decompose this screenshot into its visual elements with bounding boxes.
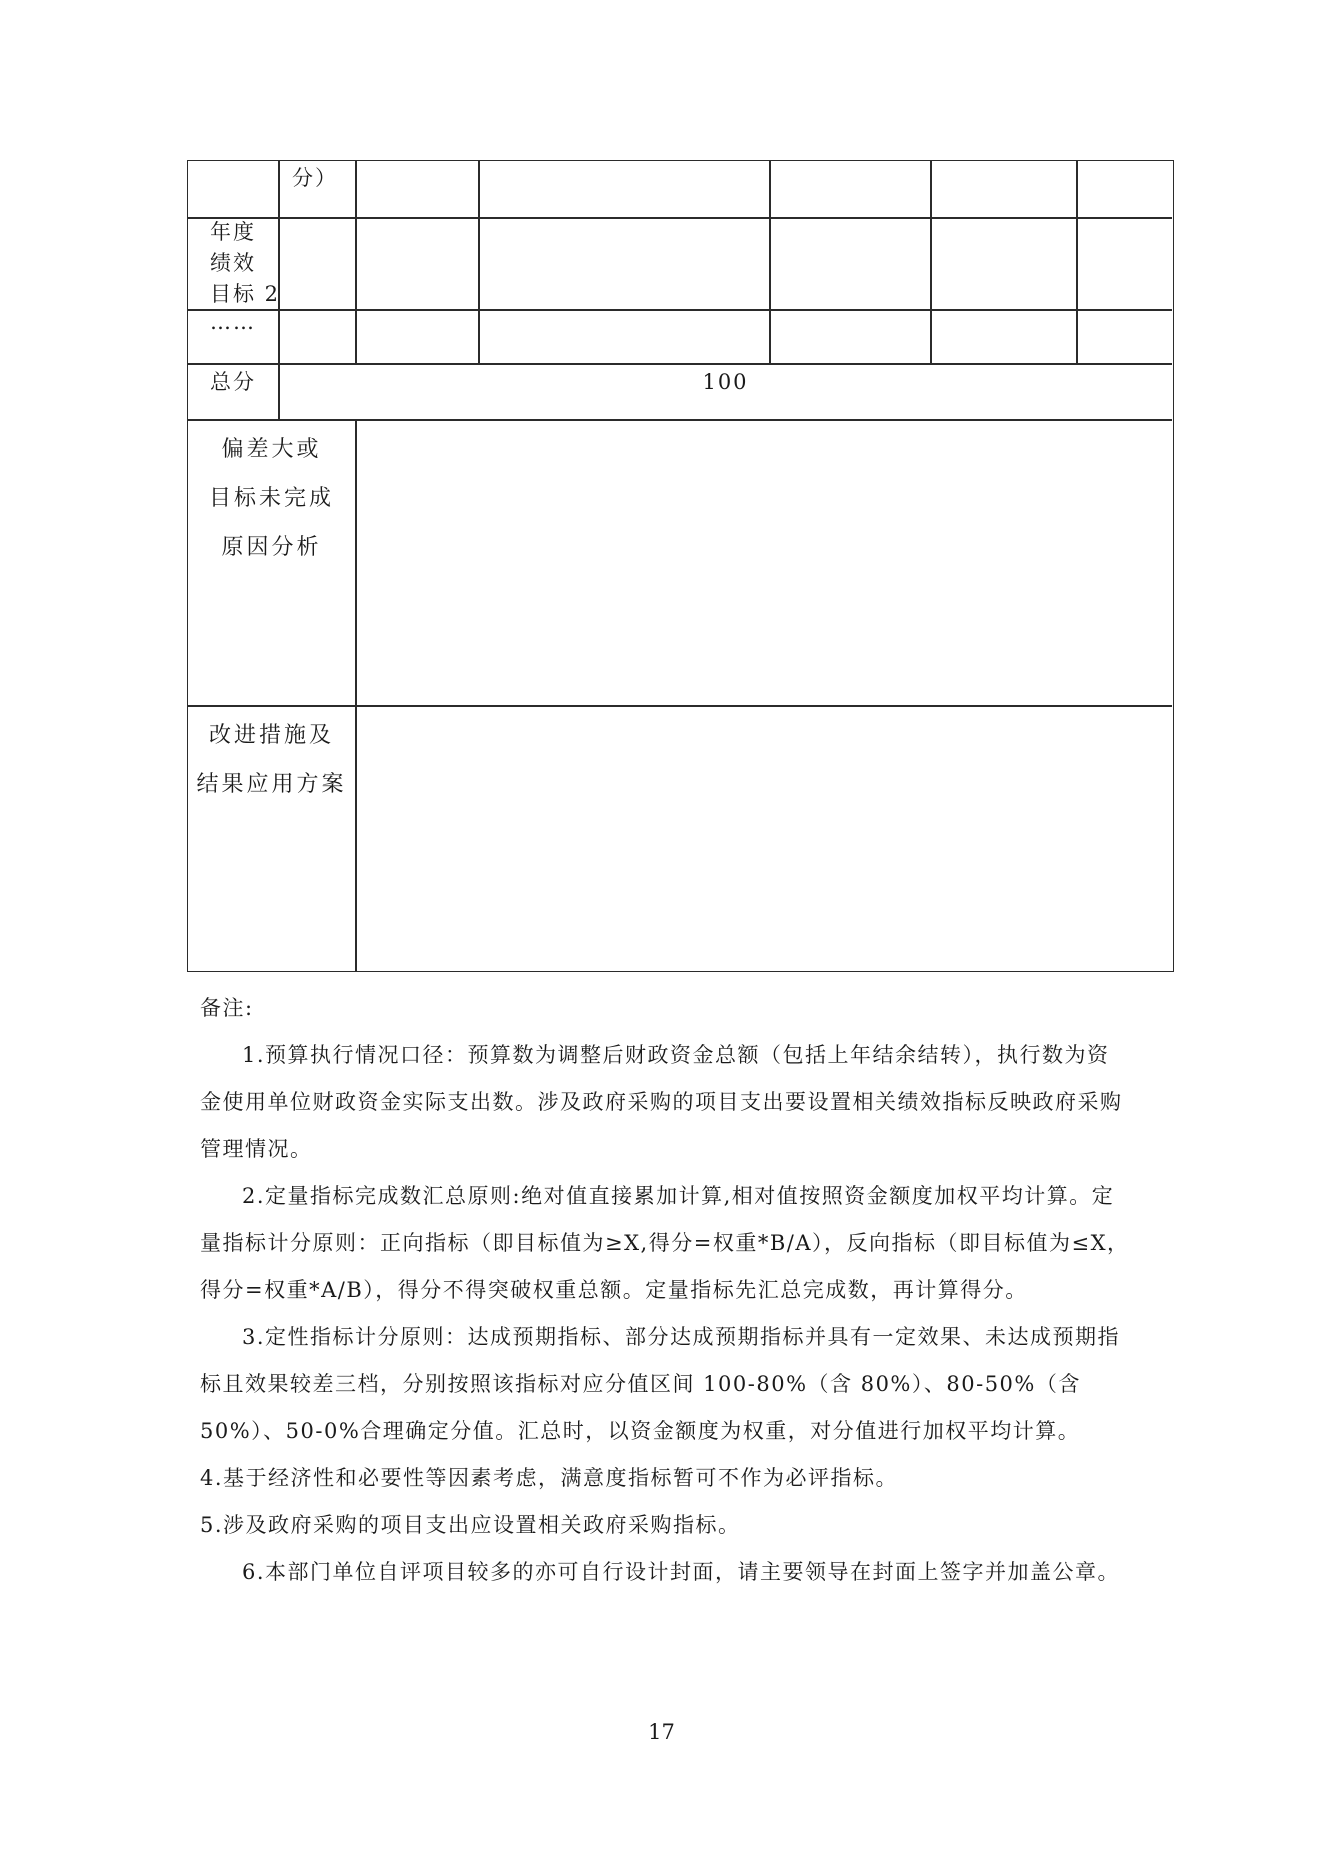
goal2-label-line1: 年度: [210, 220, 256, 244]
col-divider: [1076, 161, 1078, 363]
improvement-label-line: 改进措施及: [208, 723, 334, 748]
ellipsis-cell: ……: [210, 310, 256, 334]
col-divider: [478, 161, 480, 363]
col-divider: [278, 161, 280, 363]
notes-heading: 备注:: [200, 996, 254, 1020]
note-item: 4.基于经济性和必要性等因素考虑，满意度指标暂可不作为必评指标。: [200, 1466, 899, 1490]
col-divider: [355, 161, 357, 363]
total-value: 100: [702, 370, 749, 394]
note-item: 2.定量指标完成数汇总原则:绝对值直接累加计算,相对值按照资金额度加权平均计算。定量指标计分原则：正向指标（即目标值为≥X,得分=权重*B/A），反向指标（即目标值为≤X，得分=权重*A/B），得分不得突破权重总额。定量指标先汇总完成数，再计算得分。: [200, 1184, 1130, 1302]
col-divider: [930, 161, 932, 363]
note-item: 1.预算执行情况口径：预算数为调整后财政资金总额（包括上年结余结转），执行数为资金使用单位财政资金实际支出数。涉及政府采购的项目支出要设置相关绩效指标反映政府采购管理情况。: [200, 1043, 1123, 1161]
deviation-label-line: 原因分析: [221, 535, 322, 560]
deviation-label-line: 偏差大或: [221, 437, 322, 462]
row-divider: [188, 419, 1172, 421]
row-divider: [188, 363, 1172, 365]
deviation-label-line: 目标未完成: [208, 486, 334, 511]
goal2-label-line3: 目标 2: [210, 282, 281, 306]
page-number: 17: [648, 1720, 675, 1744]
row-divider: [188, 705, 1172, 707]
notes-section: [200, 985, 1130, 1596]
row-divider: [188, 217, 1172, 219]
deviation-label: [188, 425, 355, 572]
note-item: 3.定性指标计分原则：达成预期指标、部分达成预期指标并具有一定效果、未达成预期指标且效果较差三档，分别按照该指标对应分值区间 100-80%（含 80%）、80-50%（含 50%）、50-0%合理确定分值。汇总时，以资金额度为权重，对分值进行加权平均计算。: [200, 1325, 1121, 1443]
improvement-label: [188, 711, 355, 809]
col-divider: [769, 161, 771, 363]
row-divider: [188, 309, 1172, 311]
goal2-label-line2: 绩效: [210, 251, 256, 275]
evaluation-table: [187, 160, 1174, 972]
col-divider: [355, 419, 357, 971]
continued-cell-text: 分）: [292, 166, 338, 190]
note-item: 5.涉及政府采购的项目支出应设置相关政府采购指标。: [200, 1513, 741, 1537]
total-label: 总分: [210, 370, 256, 394]
note-item: 6.本部门单位自评项目较多的亦可自行设计封面，请主要领导在封面上签字并加盖公章。: [242, 1560, 1121, 1584]
improvement-label-line: 结果应用方案: [196, 772, 347, 797]
